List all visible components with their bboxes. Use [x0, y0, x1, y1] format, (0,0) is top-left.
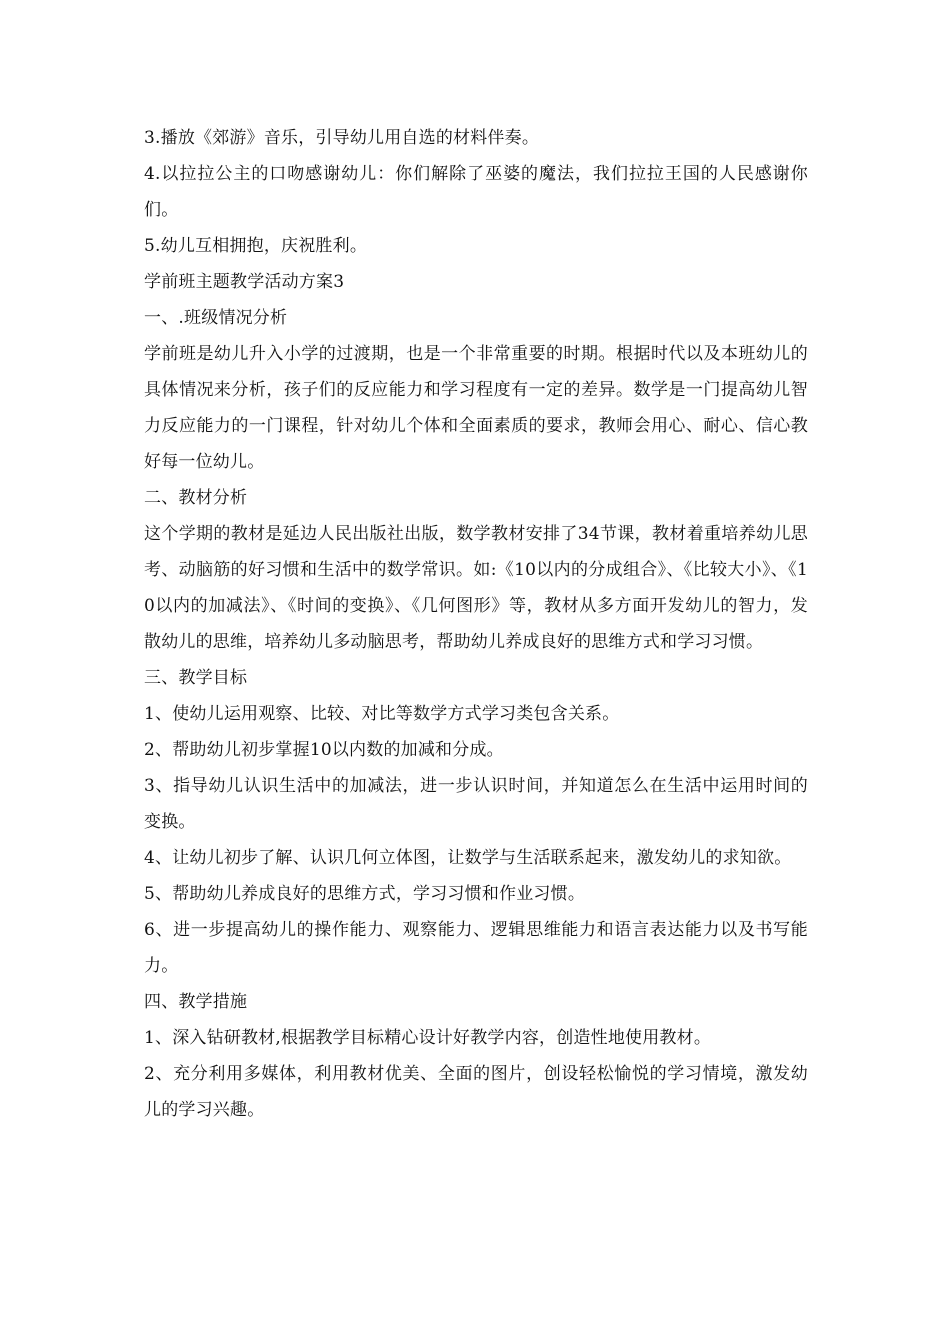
paragraph-activity-step-5: 5.幼儿互相拥抱，庆祝胜利。 — [144, 236, 368, 256]
heading-teaching-goals: 三、教学目标 — [144, 668, 248, 688]
goal-item-4: 4、让幼儿初步了解、认识几何立体图，让数学与生活联系起来，激发幼儿的求知欲。 — [144, 848, 792, 868]
paragraph-activity-step-4: 4.以拉拉公主的口吻感谢幼儿：你们解除了巫婆的魔法，我们拉拉王国的人民感谢你们。 — [144, 164, 808, 220]
goal-item-6: 6、进一步提高幼儿的操作能力、观察能力、逻辑思维能力和语言表达能力以及书写能力。 — [144, 920, 808, 976]
heading-class-analysis: 一、.班级情况分析 — [144, 308, 288, 328]
heading-teaching-measures: 四、教学措施 — [144, 992, 248, 1012]
paragraph-class-analysis: 学前班是幼儿升入小学的过渡期，也是一个非常重要的时期。根据时代以及本班幼儿的具体情况来分析，孩子们的反应能力和学习程度有一定的差异。数学是一门提高幼儿智力反应能力的一门课程，针对幼儿个体和全面素质的要求，教师会用心、耐心、信心教好每一位幼儿。 — [144, 344, 808, 472]
goal-item-3: 3、指导幼儿认识生活中的加减法，进一步认识时间，并知道怎么在生活中运用时间的变换。 — [144, 776, 808, 832]
paragraph-textbook-analysis: 这个学期的教材是延边人民出版社出版，数学教材安排了34节课，教材着重培养幼儿思考、动脑筋的好习惯和生活中的数学常识。如:《10以内的分成组合》、《比较大小》、《10以内的加减法》、《时间的变换》、《几何图形》等，教材从多方面开发幼儿的智力，发散幼儿的思维，培养幼儿多动脑思考，帮助幼儿养成良好的思维方式和学习习惯。 — [144, 524, 808, 652]
goal-item-1: 1、使幼儿运用观察、比较、对比等数学方式学习类包含关系。 — [144, 704, 620, 724]
measure-item-2: 2、充分利用多媒体，利用教材优美、全面的图片，创设轻松愉悦的学习情境，激发幼儿的学习兴趣。 — [144, 1064, 808, 1120]
section-title: 学前班主题教学活动方案3 — [144, 272, 345, 292]
paragraph-activity-step-3: 3.播放《郊游》音乐，引导幼儿用自选的材料伴奏。 — [144, 128, 540, 148]
document-body — [144, 120, 808, 1128]
heading-textbook-analysis: 二、教材分析 — [144, 488, 248, 508]
goal-item-5: 5、帮助幼儿养成良好的思维方式，学习习惯和作业习惯。 — [144, 884, 586, 904]
measure-item-1: 1、深入钻研教材,根据教学目标精心设计好教学内容，创造性地使用教材。 — [144, 1028, 712, 1048]
goal-item-2: 2、帮助幼儿初步掌握10以内数的加减和分成。 — [144, 740, 504, 760]
